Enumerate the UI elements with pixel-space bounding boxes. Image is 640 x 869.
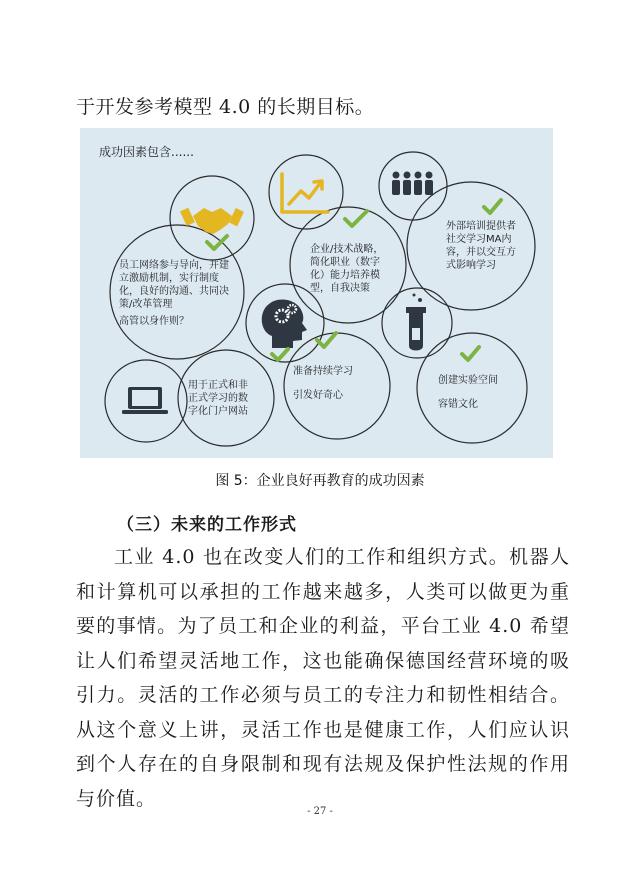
external-training-text: 外部培训提供者 社交学习MA内 容，并以交互方 式影响学习 <box>446 221 516 271</box>
circle-curiosity <box>284 333 390 439</box>
growth-chart-icon <box>282 174 328 212</box>
strategy-text: 企业/技术战略， 简化职业（数字 化）能力培养模 型，自我决策 <box>310 244 384 294</box>
team-icon <box>392 172 433 196</box>
circle-team <box>379 152 447 220</box>
page-number: - 27 - <box>307 806 333 817</box>
brain-gear-icon <box>262 299 307 348</box>
management-text: 高管以身作则？ <box>119 316 189 327</box>
section-title: （三）未来的工作形式 <box>117 515 297 535</box>
circle-growth <box>269 155 343 229</box>
employee-network-text: 员工网络参与导向，并建 立激励机制，实行制度 化，良好的沟通、共同决 策/改革管理 <box>119 260 229 310</box>
lab-flask-icon <box>406 294 426 351</box>
lab-text-1: 创建实验空间 <box>438 375 498 386</box>
lab-text-2: 容错文化 <box>438 399 478 410</box>
curiosity-text-1: 准备持续学习 <box>293 366 353 377</box>
intro-line: 于开发参考模型 4.0 的长期目标。 <box>76 96 375 118</box>
digital-portal-text: 用于正式和非 正式学习的数 字化门户网站 <box>188 380 248 417</box>
handshake-icon <box>180 208 244 234</box>
body-paragraph: 工业 4.0 也在改变人们的工作和组织方式。机器人和计算机可以承担的工作越来越多，人类可以做更为重要的事情。为了员工和企业的利益，平台工业 4.0 希望让人们希望灵活地工作，这也能确保德国经营环境的吸引力。灵活的工作必须与员工的专注力和韧性相结合。从这个意义上讲，灵活工作也是健康工作，人们应认识到个人存在的自身限制和现有法规及保护性法规的作用与价值。 <box>76 546 570 810</box>
laptop-icon <box>122 387 168 414</box>
success-factors-figure <box>80 128 553 458</box>
figure-caption: 图 5：企业良好再教育的成功因素 <box>215 473 425 489</box>
figure-heading: 成功因素包含...... <box>99 145 194 159</box>
curiosity-text-2: 引发好奇心 <box>293 390 343 401</box>
circle-lab <box>417 333 527 443</box>
body-text <box>76 540 570 816</box>
